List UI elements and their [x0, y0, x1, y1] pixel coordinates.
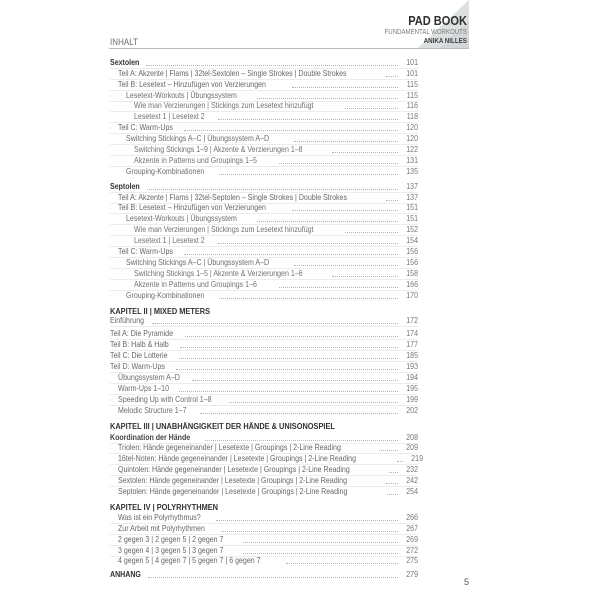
header-rule — [109, 48, 469, 49]
toc-entry-anhang[interactable]: ANHANG 279 — [110, 570, 418, 580]
toc-entry[interactable]: Wie man Verzierungen | Stickings zum Lesetext hinzufügt 116 — [110, 101, 418, 112]
book-title: PAD BOOK — [408, 13, 467, 28]
toc-entry[interactable]: Zur Arbeit mit Polyrhythmen 267 — [110, 523, 418, 534]
toc-entry[interactable]: Teil A: Die Pyramide 174 — [110, 329, 418, 339]
toc-entry[interactable]: Was ist ein Polyrhythmus? 266 — [110, 512, 418, 523]
toc-entry[interactable]: Teil B: Lesetext – Hinzufügen von Verzierungen 115 — [110, 79, 418, 90]
toc-entry[interactable]: Septolen: Hände gegeneinander | Lesetexte | Groupings | 2-Line Reading 254 — [118, 486, 418, 496]
toc-entry[interactable]: Teil C: Die Lotterie 185 — [110, 351, 418, 361]
toc-entry[interactable]: Teil D: Warm-Ups 193 — [110, 362, 418, 372]
toc-entry[interactable]: Warm-Ups 1–10 195 — [110, 383, 418, 394]
chapter-heading: KAPITEL IV | POLYRHYTHMEN — [110, 501, 219, 512]
table-of-contents — [110, 57, 423, 580]
book-author: ANIKA NILLES — [423, 35, 467, 45]
toc-entry[interactable]: Lesetext-Workouts | Übungssystem 151 — [110, 213, 418, 224]
toc-entry[interactable]: 2 gegen 3 | 2 gegen 5 | 2 gegen 7 269 — [110, 534, 418, 545]
toc-entry[interactable]: Sextolen 101 — [110, 57, 418, 67]
toc-entry[interactable]: Sextolen: Hände gegeneinander | Lesetexte | Groupings | 2-Line Reading 242 — [110, 475, 418, 486]
toc-entry[interactable]: 16tel-Noten: Hände gegeneinander | Lesetexte | Groupings | 2-Line Reading 219 — [110, 453, 418, 464]
page-number: 5 — [464, 577, 470, 587]
chapter-heading: KAPITEL II | MIXED METERS — [110, 305, 211, 316]
toc-entry[interactable]: Teil B: Halb & Halb 177 — [110, 340, 418, 350]
book-subtitle: FUNDAMENTAL WORKOUTS — [384, 27, 467, 36]
toc-entry[interactable]: Switching Stickings A–C | Übungssystem A–D 120 — [110, 133, 418, 144]
header-decoration — [0, 0, 600, 50]
book-brand — [364, 14, 467, 44]
toc-entry[interactable]: 4 gegen 5 | 4 gegen 7 | 5 gegen 7 | 6 gegen 7 275 — [118, 556, 418, 566]
toc-entry[interactable]: Teil A: Akzente | Flams | 32tel-Sextolen – Single Strokes | Double Strokes 101 — [110, 68, 418, 79]
toc-entry[interactable]: 3 gegen 4 | 3 gegen 5 | 3 gegen 7 272 — [110, 545, 418, 556]
toc-entry[interactable]: Switching Stickings A–C | Übungssystem A–D 156 — [110, 257, 418, 268]
toc-entry[interactable]: Koordination der Hände 208 — [110, 432, 418, 442]
section-label: INHALT — [110, 37, 139, 47]
toc-entry[interactable]: Grouping-Kombinationen 135 — [126, 166, 418, 176]
toc-entry[interactable]: Melodic Structure 1–7 202 — [118, 405, 418, 415]
toc-entry[interactable]: Switching Stickings 1–5 | Akzente & Verzierungen 1–6 158 — [110, 268, 418, 279]
toc-entry[interactable]: Wie man Verzierungen | Stickings zum Lesetext hinzufügt 152 — [110, 224, 418, 235]
toc-entry[interactable]: Switching Stickings 1–9 | Akzente & Verzierungen 1–8 122 — [110, 144, 418, 155]
toc-entry[interactable]: Speeding Up with Control 1–8 199 — [110, 394, 418, 405]
toc-entry[interactable]: Akzente in Patterns und Groupings 1–5 131 — [110, 155, 418, 166]
toc-entry[interactable]: Akzente in Patterns und Groupings 1–6 166 — [110, 279, 418, 290]
toc-entry[interactable]: Teil C: Warm-Ups 120 — [110, 122, 418, 133]
toc-entry[interactable]: Septolen 137 — [110, 181, 418, 191]
toc-entry[interactable]: Triolen: Hände gegeneinander | Lesetexte | Groupings | 2-Line Reading 209 — [110, 443, 418, 454]
toc-entry[interactable]: Teil A: Akzente | Flams | 32tel-Septolen – Single Strokes | Double Strokes 137 — [110, 192, 418, 203]
toc-entry[interactable]: Teil C: Warm-Ups 156 — [110, 246, 418, 257]
toc-entry[interactable]: Lesetext 1 | Lesetext 2 118 — [110, 111, 418, 122]
chapter-heading: KAPITEL III | UNABHÄNGIGKEIT DER HÄNDE & UNISONOSPIEL — [110, 420, 335, 431]
toc-entry[interactable]: Quintolen: Hände gegeneinander | Lesetexte | Groupings | 2-Line Reading 232 — [110, 464, 418, 475]
toc-entry[interactable]: Lesetext-Workouts | Übungssystem 115 — [110, 90, 418, 101]
toc-entry[interactable]: Grouping-Kombinationen 170 — [126, 290, 418, 300]
toc-entry[interactable]: Einführung 172 — [110, 316, 418, 326]
toc-entry[interactable]: Übungssystem A–D 194 — [110, 372, 418, 383]
toc-entry[interactable]: Lesetext 1 | Lesetext 2 154 — [110, 235, 418, 246]
toc-entry[interactable]: Teil B: Lesetext – Hinzufügen von Verzierungen 151 — [110, 203, 418, 214]
